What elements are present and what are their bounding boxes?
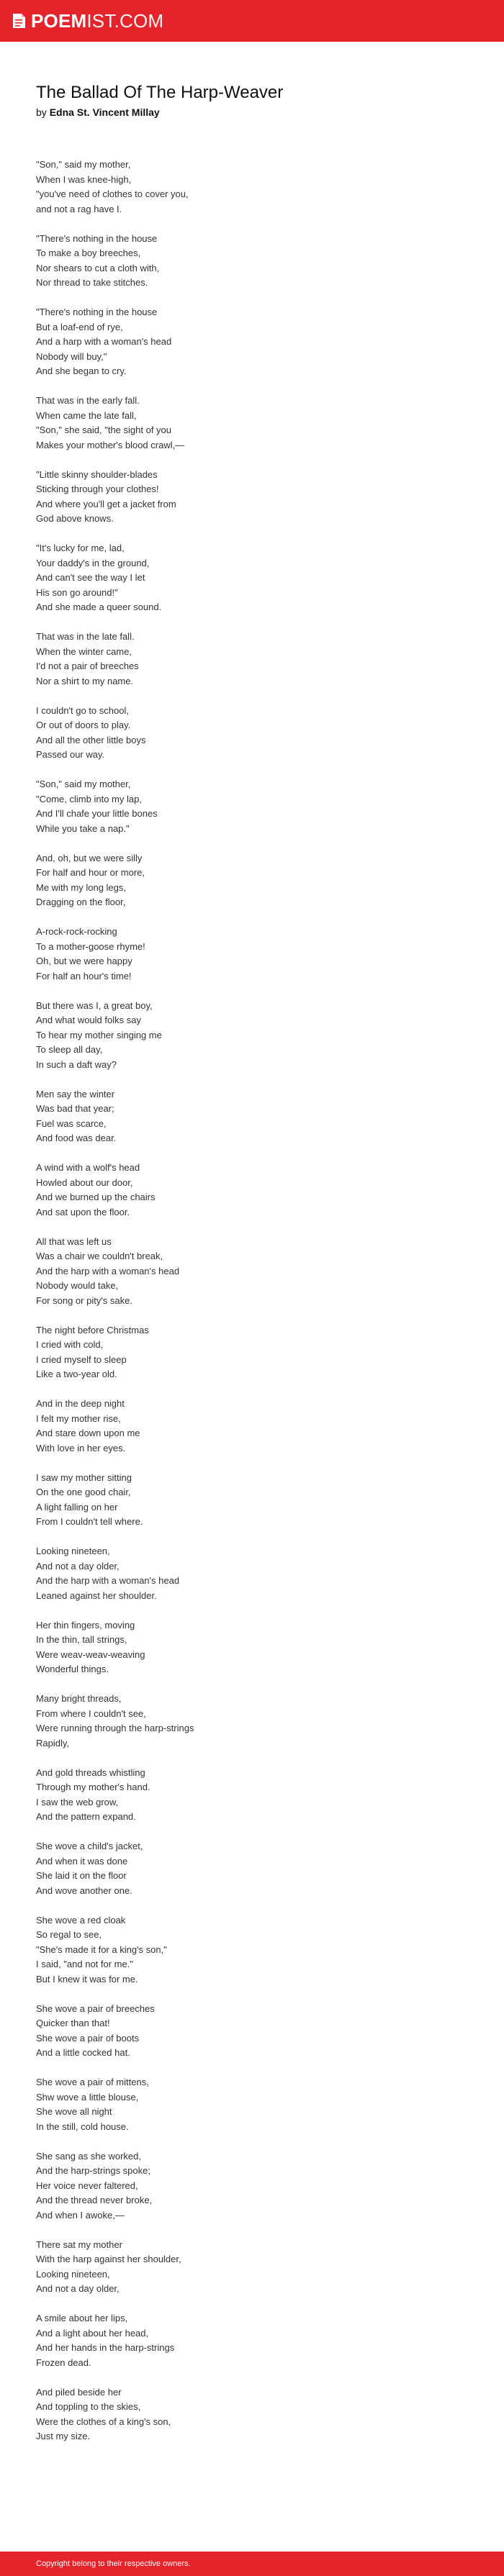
poem-line: Nor shears to cut a cloth with, xyxy=(36,262,160,273)
poem-line: And where you'll get a jacket from xyxy=(36,498,176,509)
poem-line: Nobody will buy," xyxy=(36,350,107,362)
poem-line: A-rock-rock-rocking xyxy=(36,926,117,937)
poem-line: Looking nineteen, xyxy=(36,2268,110,2280)
poem-line: So regal to see, xyxy=(36,1929,102,1940)
poem-line: And toppling to the skies, xyxy=(36,2401,141,2412)
poem-line: and not a rag have I. xyxy=(36,203,122,214)
poem-line: And gold threads whistling xyxy=(36,1767,145,1778)
poem-line: And a light about her head, xyxy=(36,2327,149,2339)
poem-stanza xyxy=(36,1235,468,1309)
poem-stanza xyxy=(36,999,468,1073)
poem-line: With the harp against her shoulder, xyxy=(36,2254,181,2264)
poem-line: "Come, climb into my lap, xyxy=(36,793,142,804)
site-logo-link[interactable] xyxy=(12,11,163,31)
poem-line: She wove a pair of boots xyxy=(36,2032,140,2044)
poem-line: Just my size. xyxy=(36,2431,91,2441)
poem-line: Like a two-year old. xyxy=(36,1369,117,1379)
poem-line: God above knows. xyxy=(36,513,114,524)
poem-line: Her thin fingers, moving xyxy=(36,1619,135,1631)
poem-line: A wind with a wolf's head xyxy=(36,1162,140,1173)
poem-line: I saw the web grow, xyxy=(36,1796,119,1808)
poem-line: "She's made it for a king's son," xyxy=(36,1944,167,1955)
poem-line: Howled about our door, xyxy=(36,1176,133,1188)
poem-stanza xyxy=(36,541,468,615)
poem-line: She wove a pair of mittens, xyxy=(36,2077,149,2087)
poem-line: Or out of doors to play. xyxy=(36,720,131,730)
poem-stanza xyxy=(36,2385,468,2444)
poem-line: And I'll chafe your little bones xyxy=(36,808,158,819)
poem-line: I couldn't go to school, xyxy=(36,704,129,716)
poem-line: Many bright threads, xyxy=(36,1693,122,1704)
poem-line: I felt my mother rise, xyxy=(36,1412,121,1424)
poem-line: Nobody would take, xyxy=(36,1280,119,1291)
quill-icon xyxy=(12,12,26,30)
poem-line: Were the clothes of a king's son, xyxy=(36,2416,171,2427)
poem-line: And all the other little boys xyxy=(36,734,146,745)
poem-line: And a little cocked hat. xyxy=(36,2047,130,2058)
poem-line: To a mother-goose rhyme! xyxy=(36,940,145,952)
poem-line: And her hands in the harp-strings xyxy=(36,2342,175,2353)
poem-line: His son go around!" xyxy=(36,586,118,598)
poem-stanza xyxy=(36,2002,468,2061)
poem-line: Nor a shirt to my name. xyxy=(36,675,134,686)
poem-line: Through my mother's hand. xyxy=(36,1782,150,1792)
poem-line: And piled beside her xyxy=(36,2386,122,2398)
poem-line: She laid it on the floor xyxy=(36,1870,127,1881)
poem-line: In such a daft way? xyxy=(36,1058,117,1070)
poem-line: And not a day older, xyxy=(36,1560,120,1572)
site-footer xyxy=(0,2552,504,2576)
poem-line: For half an hour's time! xyxy=(36,970,132,981)
poem-stanza xyxy=(36,777,468,836)
poem-line: With love in her eyes. xyxy=(36,1442,126,1453)
poem-line: Quicker than that! xyxy=(36,2018,110,2028)
logo-text-bold: POEM xyxy=(31,10,87,32)
poem-line: And wove another one. xyxy=(36,1885,132,1896)
poem-line: She wove a child's jacket, xyxy=(36,1841,143,1851)
poem-line: Was bad that year; xyxy=(36,1103,114,1114)
poem-line: "It's lucky for me, lad, xyxy=(36,543,125,553)
author-link[interactable]: Edna St. Vincent Millay xyxy=(49,106,160,118)
poem-line: But there was I, a great boy, xyxy=(36,999,153,1011)
poem-line: And the thread never broke, xyxy=(36,2195,153,2205)
poem-stanza xyxy=(36,394,468,453)
poem-line: I cried myself to sleep xyxy=(36,1353,127,1365)
copyright-notice: Copyright belong to their respective owners. xyxy=(36,2559,191,2568)
poem-line: "Son," said my mother, xyxy=(36,779,131,789)
poem-line: And when it was done xyxy=(36,1855,128,1867)
site-header xyxy=(0,0,504,42)
poem-stanza xyxy=(36,1913,468,1987)
logo-text-light: IST.COM xyxy=(86,10,164,32)
poem-line: Leaned against her shoulder. xyxy=(36,1589,157,1601)
poem-line: And what would folks say xyxy=(36,1015,141,1025)
poem-title: The Ballad Of The Harp-Weaver xyxy=(36,83,284,102)
poem-line: She wove a pair of breeches xyxy=(36,2003,155,2014)
poem-stanza xyxy=(36,1692,468,1751)
poem-line: Nor thread to take stitches. xyxy=(36,277,148,288)
poem-line: Dragging on the floor, xyxy=(36,897,126,907)
poem-line: When came the late fall, xyxy=(36,409,137,421)
poem-line: Men say the winter xyxy=(36,1088,115,1099)
poem-line: Were running through the harp-strings xyxy=(36,1723,194,1733)
poem-line: And a harp with a woman's head xyxy=(36,336,172,347)
poem-line: Was a chair we couldn't break, xyxy=(36,1251,163,1261)
poem-stanza xyxy=(36,1161,468,1220)
poem-line: There sat my mother xyxy=(36,2239,122,2250)
poem-line: I said, "and not for me." xyxy=(36,1959,133,1969)
poem-line: "Son," said my mother, xyxy=(36,159,131,170)
poem-line: "There's nothing in the house xyxy=(36,232,158,244)
poem-line: But I knew it was for me. xyxy=(36,1973,138,1985)
poem-stanza xyxy=(36,1471,468,1530)
poem-line: And not a day older, xyxy=(36,2283,120,2294)
poem-line: But a loaf-end of rye, xyxy=(36,321,123,332)
poem-line: And she began to cry. xyxy=(36,366,127,376)
poem-stanza xyxy=(36,925,468,984)
poem-line: I'd not a pair of breeches xyxy=(36,661,139,671)
poem-stanza xyxy=(36,158,468,217)
poem-line: And the harp with a woman's head xyxy=(36,1575,180,1586)
poem-stanza xyxy=(36,1839,468,1898)
poem-line: "you've need of clothes to cover you, xyxy=(36,189,189,199)
poem-line: For half and hour or more, xyxy=(36,867,145,878)
poem-line: Frozen dead. xyxy=(36,2357,91,2368)
poem-stanza xyxy=(36,1397,468,1456)
poem-line: And the harp-strings spoke; xyxy=(36,2165,150,2176)
poem-line: And she made a queer sound. xyxy=(36,602,162,612)
poem-stanza xyxy=(36,1323,468,1382)
poem-line: The night before Christmas xyxy=(36,1324,149,1335)
poem-line: From where I couldn't see, xyxy=(36,1707,146,1719)
poem-line: I saw my mother sitting xyxy=(36,1471,132,1483)
poem-line: Me with my long legs, xyxy=(36,881,126,893)
poem-stanza xyxy=(36,468,468,527)
poem-body xyxy=(36,158,468,2459)
poem-line: Shw wove a little blouse, xyxy=(36,2091,139,2103)
poem-line: And the harp with a woman's head xyxy=(36,1265,180,1276)
poem-line: Your daddy's in the ground, xyxy=(36,557,150,568)
poem-line: She wove a red cloak xyxy=(36,1914,126,1926)
poem-line: Makes your mother's blood crawl,— xyxy=(36,439,185,450)
poem-line: And when I awoke,— xyxy=(36,2209,125,2221)
poem-line: Her voice never faltered, xyxy=(36,2180,138,2191)
logo-text xyxy=(31,11,163,31)
poem-line: "Little skinny shoulder-blades xyxy=(36,468,158,480)
poem-line: When I was knee-high, xyxy=(36,173,132,185)
poem-stanza xyxy=(36,2238,468,2297)
poem-line: Were weav-weav-weaving xyxy=(36,1648,145,1660)
poem-line: When the winter came, xyxy=(36,645,132,657)
poem-stanza xyxy=(36,851,468,910)
poem-line: She sang as she worked, xyxy=(36,2150,141,2162)
poem-line: And sat upon the floor. xyxy=(36,1206,130,1217)
poem-line: And stare down upon me xyxy=(36,1428,140,1438)
poem-stanza xyxy=(36,630,468,689)
poem-stanza xyxy=(36,1766,468,1825)
poem-line: And we burned up the chairs xyxy=(36,1192,156,1202)
poem-line: And food was dear. xyxy=(36,1133,117,1143)
poem-line: And in the deep night xyxy=(36,1398,125,1409)
poem-line: And can't see the way I let xyxy=(36,572,145,583)
poem-line: Fuel was scarce, xyxy=(36,1117,107,1129)
poem-line: In the still, cold house. xyxy=(36,2121,129,2132)
poem-line: That was in the early fall. xyxy=(36,395,140,406)
byline-prefix: by xyxy=(36,106,50,118)
poem-line: Passed our way. xyxy=(36,749,105,760)
poem-stanza xyxy=(36,2311,468,2370)
poem-line: While you take a nap." xyxy=(36,822,130,834)
poem-stanza xyxy=(36,1618,468,1677)
poem-line: To hear my mother singing me xyxy=(36,1029,162,1040)
poem-line: To sleep all day, xyxy=(36,1044,103,1055)
poem-stanza xyxy=(36,1544,468,1603)
poem-line: I cried with cold, xyxy=(36,1339,104,1350)
poem-line: To make a boy breeches, xyxy=(36,248,141,258)
poem-line: Sticking through your clothes! xyxy=(36,484,159,494)
poem-line: Rapidly, xyxy=(36,1737,70,1749)
poem-stanza xyxy=(36,232,468,291)
poem-line: Looking nineteen, xyxy=(36,1546,110,1556)
poem-line: "Son," she said, "the sight of you xyxy=(36,425,172,435)
poem-line: That was in the late fall. xyxy=(36,631,135,642)
poem-stanza xyxy=(36,2149,468,2223)
poem-line: And the pattern expand. xyxy=(36,1811,136,1822)
poem-stanza xyxy=(36,2075,468,2134)
poem-stanza xyxy=(36,704,468,763)
poem-line: And, oh, but we were silly xyxy=(36,852,143,863)
poem-line: She wove all night xyxy=(36,2106,112,2117)
poem-line: Wonderful things. xyxy=(36,1664,109,1674)
poem-line: In the thin, tall strings, xyxy=(36,1634,127,1645)
poem-line: Oh, but we were happy xyxy=(36,956,132,966)
poem-line: A smile about her lips, xyxy=(36,2313,128,2323)
poem-line: All that was left us xyxy=(36,1235,112,1247)
poem-line: From I couldn't tell where. xyxy=(36,1516,143,1527)
poem-byline xyxy=(36,105,160,119)
poem-stanza xyxy=(36,1087,468,1146)
poem-line: For song or pity's sake. xyxy=(36,1294,132,1306)
poem-line: On the one good chair, xyxy=(36,1487,131,1497)
poem-line: A light falling on her xyxy=(36,1501,118,1513)
poem-line: "There's nothing in the house xyxy=(36,307,158,317)
poem-stanza xyxy=(36,305,468,379)
